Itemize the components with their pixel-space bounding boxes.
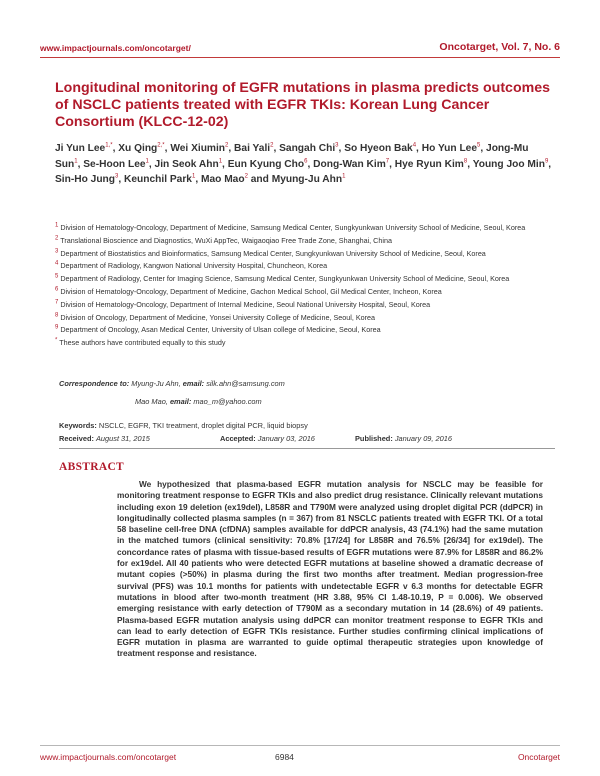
page-number: 6984 <box>275 752 294 762</box>
affiliation-number: * <box>55 337 58 344</box>
author-name: Myung-Ju Ahn <box>271 174 343 186</box>
keywords <box>59 421 308 430</box>
affiliation <box>55 249 555 259</box>
affiliation-number: 4 <box>55 261 59 267</box>
affiliation-number: 6 <box>55 286 59 293</box>
footer-url-link[interactable]: www.impactjournals.com/oncotarget <box>40 752 177 762</box>
affiliation <box>55 236 555 246</box>
author <box>55 143 113 154</box>
correspondence-name-2: Mao Mao, <box>135 397 168 406</box>
author <box>473 159 549 170</box>
affiliation <box>55 300 555 310</box>
affiliation <box>55 274 555 284</box>
author <box>272 174 346 185</box>
author-affiliation-mark: 2 <box>225 142 229 149</box>
author <box>170 143 228 154</box>
author-affiliation-mark: 3 <box>115 173 119 180</box>
dates-divider <box>59 448 555 449</box>
author <box>395 159 467 170</box>
header-divider <box>40 57 560 58</box>
author-name: Se-Hoon Lee <box>83 158 146 170</box>
author-affiliation-mark: 2 <box>270 142 274 149</box>
affiliation-text: Division of Hematology-Oncology, Department of Medicine, Samsung Medical Center, Sungkyunkwan University School of Medicine, Seoul, Korea <box>60 223 526 232</box>
affiliation-text: Division of Hematology-Oncology, Department of Medicine, Gachon Medical School, Gil Medical Center, Incheon, Korea <box>60 286 442 296</box>
author-affiliation-mark: 4 <box>412 142 417 149</box>
correspondence-1 <box>59 379 555 388</box>
author-list: Ji Yun Lee$^{1,*}$, Xu Qing$^{2,*}$, Wei Xiumin$^2$, Bai Yali$^2$, Sangah Chi$^3$, So Hyeon Bak$^4$, Ho Yun Lee$^5$, Jong-Mu Sun$^1$, Se-Hoon Lee$^1$, Jin Seok Ahn$^1$, Eun Kyung Cho$^6$, Dong-Wan Kim$^7$, Hye Ryun Kim$^8$, Young Joo Min$^9$, Sin-Ho Jung$^3$, Keunchil Park$^1$, Mao Mao$^2$ and Myung-Ju Ahn$^1$ <box>55 142 552 186</box>
keywords-text: NSCLC, EGFR, TKI treatment, droplet digital PCR, liquid biopsy <box>98 421 308 430</box>
author <box>422 143 481 154</box>
author-affiliation-mark: 1 <box>218 158 223 165</box>
affiliation-number: 3 <box>55 248 59 255</box>
journal-url-link[interactable]: www.impactjournals.com/oncotarget/ <box>40 43 191 53</box>
affiliation-text: Division of Hematology-Oncology, Department of Internal Medicine, Seoul National University Hospital, Seoul, Korea <box>60 299 431 309</box>
author-affiliation-mark: 6 <box>304 158 308 165</box>
article-title: Longitudinal monitoring of EGFR mutations in plasma predicts outcomes of NSCLC patients treated with EGFR TKIs: Korean Lung Cancer Consortium (KLCC-12-02) <box>55 80 551 130</box>
author <box>118 143 164 154</box>
author-affiliation-mark: 1 <box>74 158 78 165</box>
author-name: Eun Kyung Cho <box>227 158 305 170</box>
author-name: Dong-Wan Kim <box>313 158 386 170</box>
correspondence-label: Correspondence to: <box>59 379 130 388</box>
affiliation-number: 2 <box>55 235 59 242</box>
affiliation <box>55 261 555 271</box>
author-name: Keunchil Park <box>124 174 192 186</box>
author-name: Sin-Ho Jung <box>55 174 115 186</box>
author <box>234 143 273 154</box>
author-name: So Hyeon Bak <box>344 143 413 154</box>
accepted-value: January 03, 2016 <box>257 434 315 443</box>
affiliation <box>55 287 555 297</box>
correspondence-email-2[interactable]: mao_m@yahoo.com <box>193 397 262 406</box>
affiliation-text: Department of Biostatistics and Bioinformatics, Samsung Medical Center, Sungkyunkwan University School of Medicine, Seoul, Korea <box>60 248 486 258</box>
author-affiliation-mark: 3 <box>335 142 339 149</box>
author <box>344 143 416 154</box>
author-affiliation-mark: 9 <box>544 158 549 165</box>
author <box>124 174 195 185</box>
footer-journal: Oncotarget <box>517 752 560 762</box>
footer-divider <box>40 745 560 746</box>
received-date <box>59 434 150 443</box>
author-name: Ho Yun Lee <box>421 143 478 154</box>
author-affiliation-mark: 1 <box>191 173 196 180</box>
journal-citation: Oncotarget, Vol. 7, No. 6 <box>439 41 560 53</box>
received-value: August 31, 2015 <box>95 434 150 443</box>
received-label: Received: <box>59 434 94 443</box>
author <box>83 159 149 170</box>
author <box>228 159 308 170</box>
author <box>55 174 118 185</box>
author-name: Jin Seok Ahn <box>154 158 219 170</box>
author-affiliation-mark: 2 <box>244 173 248 180</box>
author-name: Bai Yali <box>234 143 271 154</box>
author-name: Sangah Chi <box>279 143 336 154</box>
author-affiliation-mark: 2,* <box>157 142 165 149</box>
author-affiliation-mark: 1 <box>145 158 149 165</box>
author-affiliation-mark: 1,* <box>105 142 113 149</box>
author-affiliation-mark: 7 <box>385 158 390 165</box>
author-name: Ji Yun Lee <box>55 143 106 154</box>
accepted-date <box>220 434 315 443</box>
author-name: Xu Qing <box>118 143 158 154</box>
author-affiliation-mark: 8 <box>463 158 468 165</box>
affiliation-number: 8 <box>55 312 59 319</box>
author-affiliation-mark: 5 <box>477 142 481 149</box>
correspondence-name-1: Myung-Ju Ahn, <box>131 379 181 388</box>
published-value: January 09, 2016 <box>394 434 452 443</box>
author <box>313 159 389 170</box>
email-label-2: email: <box>169 397 192 406</box>
author <box>201 174 248 185</box>
author-name: Hye Ryun Kim <box>394 158 464 170</box>
author <box>279 143 338 154</box>
published-date <box>355 434 452 443</box>
affiliation-text: Translational Bioscience and Diagnostics, WuXi AppTec, Waigaoqiao Free Trade Zone, Shanghai, China <box>60 235 392 245</box>
affiliation <box>55 338 555 348</box>
affiliation-number: 7 <box>55 299 59 306</box>
affiliation-text: Department of Radiology, Kangwon National University Hospital, Chuncheon, Korea <box>60 261 328 271</box>
published-label: Published: <box>355 434 393 443</box>
affiliation-list <box>55 223 555 351</box>
article-dates <box>59 434 555 446</box>
abstract-text: We hypothesized that plasma-based EGFR mutation analysis for NSCLC may be feasible for monitoring treatment response to EGFR TKIs and also predict drug resistance. Clinically relevant mutations including exon 19 deletion (ex19del), L858R and T790M were analyzed using droplet digital PCR (ddPCR) in longitudinally collected plasma samples (n = 367) from 81 NSCLC patients treated with EGFR TKI. Of a total 58 baseline cell-free DNA (cfDNA) samples available for ddPCR analysis, 43 (74.1%) had the same mutation in the matched tumors (clinical sensitivity: 70.8% [17/24] for L858R and 76.5% [26/34] for ex19del). The concordance rates of plasma with tissue-based results of EGFR mutations were 87.9% for L858R and 86.2% for ex19del. All 40 patients who were detected EGFR mutations at baseline showed a dramatic decrease of mutant copies (>50%) in plasma during the first two months after treatment. Median progression-free survival (PFS) was 10.1 months for patients with undetectable EGFR v 6.3 months for detectable EGFR mutations in blood after two-month treatment (HR 3.88, 95% CI 1.48-10.19, P = 0.006). We observed emerging resistance with early detection of T790M as a secondary mutation in 14 (28.6%) of 49 patients. Plasma-based EGFR mutation analysis using ddPCR can monitor treatment response to EGFR TKIs and can lead to early detection of EGFR TKIs resistance. Further studies confirming clinical implications of EGFR mutation in plasma are warranted to guide optimal therapeutic strategies upon knowledge of treatment response and resistance. <box>117 479 543 659</box>
author-affiliation-mark: 1 <box>342 173 346 180</box>
affiliation-number: 1 <box>55 222 59 229</box>
affiliation <box>55 313 555 323</box>
affiliation-number: 9 <box>55 324 59 331</box>
affiliation <box>55 223 555 233</box>
email-label-1: email: <box>182 379 205 388</box>
accepted-label: Accepted: <box>220 434 256 443</box>
correspondence-email-1[interactable]: silk.ahn@samsung.com <box>206 379 285 388</box>
author-name: Young Joo Min <box>472 158 545 170</box>
affiliation-number: 5 <box>55 273 59 280</box>
keywords-label: Keywords: <box>59 421 97 430</box>
affiliation-text: These authors have contributed equally to this study <box>59 338 226 348</box>
author-name: Wei Xiumin <box>170 143 226 154</box>
affiliation-text: Department of Oncology, Asan Medical Center, University of Ulsan college of Medicine, Seoul, Korea <box>60 325 381 335</box>
abstract-heading: ABSTRACT <box>59 461 125 473</box>
affiliation-text: Department of Radiology, Center for Imaging Science, Samsung Medical Center, Sungkyunkwan University School of Medicine, Seoul, Korea <box>60 274 510 284</box>
author-name: Jong-Mu Sun <box>55 143 529 170</box>
affiliation <box>55 325 555 335</box>
author-name: Mao Mao <box>200 174 245 186</box>
affiliation-text: Division of Oncology, Department of Medicine, Yonsei University College of Medicine, Seoul, Korea <box>60 312 376 322</box>
author <box>155 159 223 170</box>
correspondence-2 <box>135 397 555 406</box>
